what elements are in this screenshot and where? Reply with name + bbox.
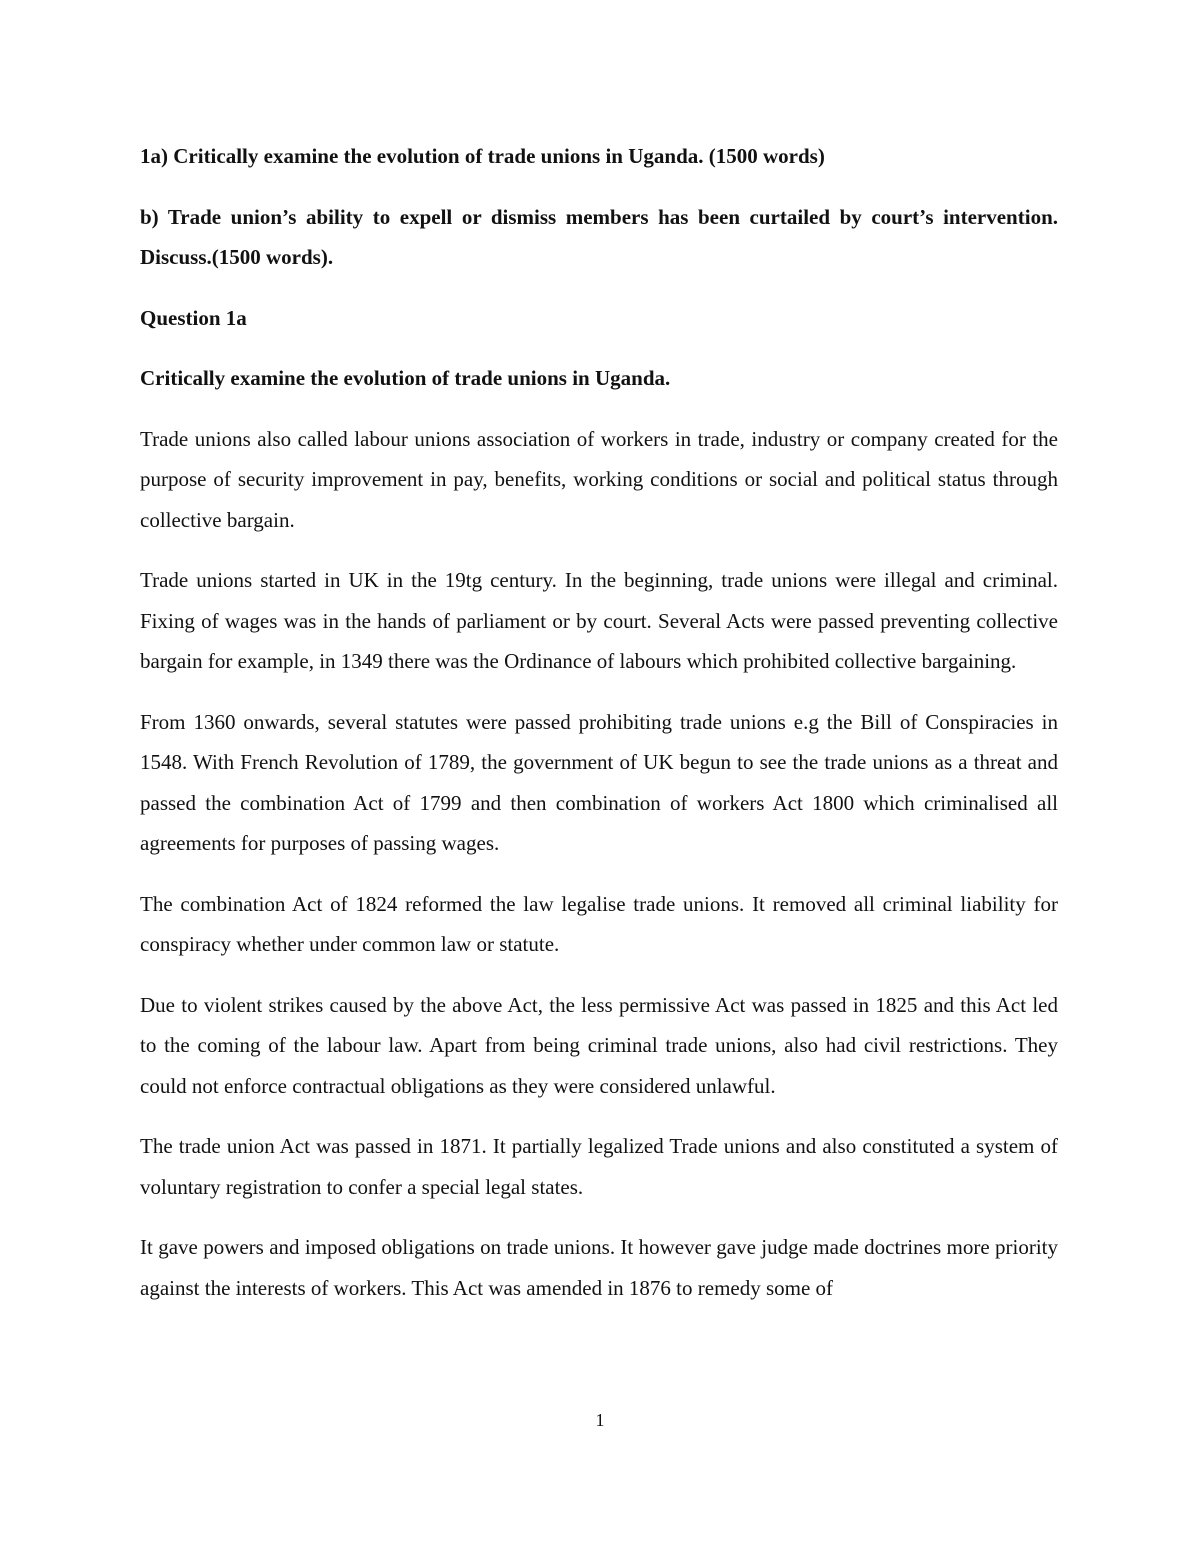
- paragraph-powers: It gave powers and imposed obligations on trade unions. It however gave judge made doctrines more priority against the interests of workers. This Act was amended in 1876 to remedy some of: [140, 1235, 1058, 1300]
- paragraph-definition: Trade unions also called labour unions association of workers in trade, industry or company created for the purpose of security improvement in pay, benefits, working conditions or social and political status through collective bargain.: [140, 426, 1058, 532]
- paragraph-statutes: From 1360 onwards, several statutes were passed prohibiting trade unions e.g the Bill of Conspiracies in 1548. With French Revolution of 1789, the government of UK begun to see the trade unions as a threat and passed the combination Act of 1799 and then combination of workers Act 1800 which criminalised all agreements for purposes of passing wages.: [140, 709, 1058, 855]
- question-1a: 1a) Critically examine the evolution of trade unions in Uganda. (1500 words): [140, 144, 825, 168]
- paragraph-1825-act: Due to violent strikes caused by the above Act, the less permissive Act was passed in 1825 and this Act led to the coming of the labour law. Apart from being criminal trade unions, also had civil restrictions. They could not enforce contractual obligations as they were considered unlawful.: [140, 992, 1058, 1098]
- section-subheading: Critically examine the evolution of trade unions in Uganda.: [140, 366, 671, 390]
- paragraph-1824-act: The combination Act of 1824 reformed the law legalise trade unions. It removed all criminal liability for conspiracy whether under common law or statute.: [140, 891, 1058, 956]
- paragraph-1871-act: The trade union Act was passed in 1871. It partially legalized Trade unions and also constituted a system of voluntary registration to confer a special legal states.: [140, 1134, 1058, 1199]
- section-heading: Question 1a: [140, 305, 247, 330]
- paragraph-uk-origins: Trade unions started in UK in the 19tg century. In the beginning, trade unions were illegal and criminal. Fixing of wages was in the hands of parliament or by court. Several Acts were passed preventing collective bargain for example, in 1349 there was the Ordinance of labours which prohibited collective bargaining.: [140, 568, 1058, 673]
- question-1b: b) Trade union’s ability to expell or dismiss members has been curtailed by court’s intervention. Discuss.(1500 words).: [140, 204, 1058, 269]
- document-body: [140, 136, 1058, 1308]
- page-number: 1: [595, 1410, 605, 1430]
